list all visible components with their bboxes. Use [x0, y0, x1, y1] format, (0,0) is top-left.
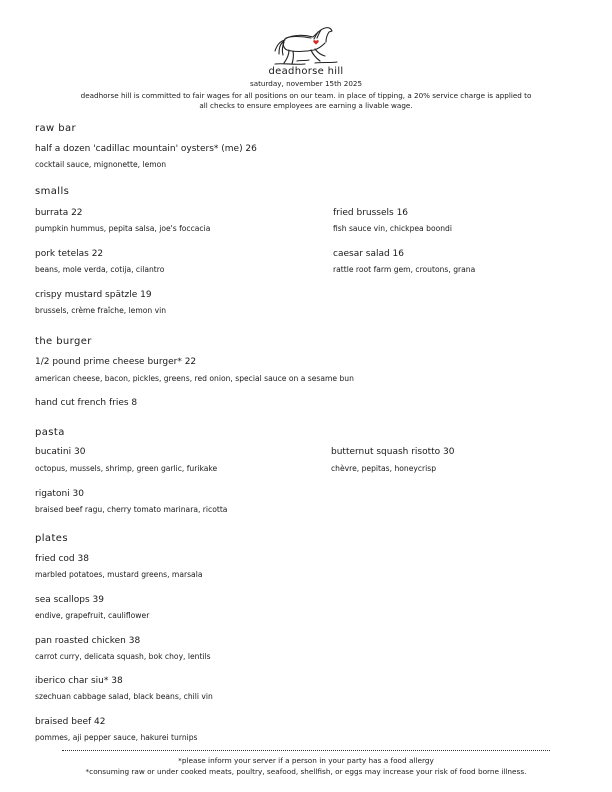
section-raw-bar: raw bar	[35, 123, 76, 134]
dish-pork-tetelas-desc: beans, mole verda, cotija, cilantro	[35, 265, 165, 274]
dish-cod-desc: marbled potatoes, mustard greens, marsala	[35, 570, 203, 579]
dish-risotto-name: butternut squash risotto 30	[331, 447, 455, 457]
dish-rigatoni-name: rigatoni 30	[35, 489, 84, 499]
dish-fried-brussels-name: fried brussels 16	[333, 208, 409, 218]
restaurant-name: deadhorse hill	[268, 66, 344, 77]
dish-scallops-desc: endive, grapefruit, cauliflower	[35, 611, 150, 620]
dish-braised-beef-desc: pommes, aji pepper sauce, hakurei turnips	[35, 733, 198, 742]
dish-caesar-desc: rattle root farm gem, croutons, grana	[333, 265, 476, 274]
dish-burger-name: 1/2 pound prime cheese burger* 22	[35, 357, 197, 367]
dish-burger-desc: american cheese, bacon, pickles, greens, red onion, special sauce on a sesame bun	[35, 374, 354, 383]
allergy-notice: *please inform your server if a person in your party has a food allergy	[178, 756, 434, 765]
dish-bucatini-name: bucatini 30	[35, 447, 86, 457]
dish-bucatini-desc: octopus, mussels, shrimp, green garlic, furikake	[35, 464, 218, 473]
dish-cod-name: fried cod 38	[35, 554, 89, 564]
horse-logo-icon	[271, 23, 341, 67]
notice-line-1: deadhorse hill is committed to fair wages for all positions on our team. in place of tipping, a 20% service charge is applied to	[80, 91, 532, 100]
notice-line-2: all checks to ensure employees are earning a livable wage.	[199, 100, 413, 110]
raw-food-warning: *consuming raw or under cooked meats, poultry, seafood, shellfish, or eggs may increase your risk of food borne illness.	[85, 767, 527, 776]
dish-rigatoni-desc: braised beef ragu, cherry tomato marinara, ricotta	[35, 505, 228, 514]
section-pasta: pasta	[35, 427, 65, 438]
dish-spatzle-desc: brussels, crème fraîche, lemon vin	[35, 306, 167, 315]
section-burger: the burger	[35, 336, 92, 347]
footer-divider	[62, 750, 550, 751]
dish-char-siu-name: iberico char siu* 38	[35, 676, 123, 686]
dish-oysters-name: half a dozen 'cadillac mountain' oysters* (me) 26	[35, 144, 257, 154]
service-charge-notice	[34, 91, 578, 110]
dish-pork-tetelas-name: pork tetelas 22	[35, 249, 104, 259]
dish-char-siu-desc: szechuan cabbage salad, black beans, chili vin	[35, 692, 213, 701]
dish-burrata-name: burrata 22	[35, 208, 83, 218]
dish-scallops-name: sea scallops 39	[35, 595, 104, 605]
dish-spatzle-name: crispy mustard spätzle 19	[35, 290, 152, 300]
section-smalls: smalls	[35, 186, 70, 197]
section-plates: plates	[35, 533, 68, 544]
dish-risotto-desc: chèvre, pepitas, honeycrisp	[331, 464, 437, 473]
dish-fries-name: hand cut french fries 8	[35, 398, 138, 408]
dish-oysters-desc: cocktail sauce, mignonette, lemon	[35, 160, 167, 169]
dish-chicken-desc: carrot curry, delicata squash, bok choy, lentils	[35, 652, 211, 661]
dish-braised-beef-name: braised beef 42	[35, 717, 106, 727]
dish-chicken-name: pan roasted chicken 38	[35, 636, 141, 646]
dish-fried-brussels-desc: fish sauce vin, chickpea boondi	[333, 224, 452, 233]
dish-caesar-name: caesar salad 16	[333, 249, 405, 259]
dish-burrata-desc: pumpkin hummus, pepita salsa, joe's foccacia	[35, 224, 211, 233]
menu-date: saturday, november 15th 2025	[249, 79, 363, 88]
